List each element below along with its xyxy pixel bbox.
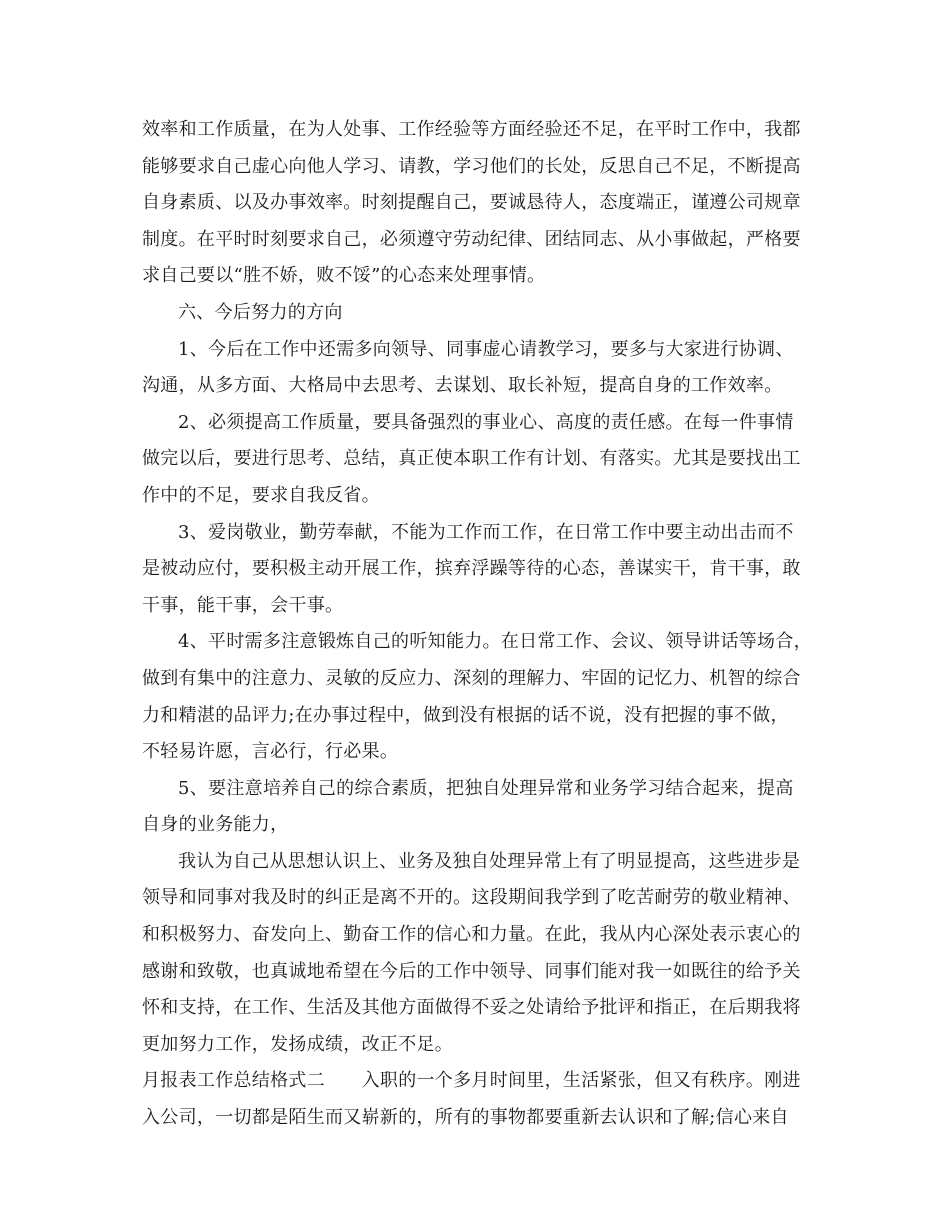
text-line: 2、必须提高工作质量，要具备强烈的事业心、高度的责任感。在每一件事情 bbox=[178, 411, 794, 433]
text-line: 自身素质、以及办事效率。时刻提醒自己，要诚恳待人，态度端正，谨遵公司规章 bbox=[142, 192, 801, 214]
text-line: 和积极努力、奋发向上、勤奋工作的信心和力量。在此，我从内心深处表示衷心的 bbox=[142, 924, 801, 946]
text-line: 作中的不足，要求自我反省。 bbox=[142, 484, 380, 506]
document-body bbox=[142, 112, 832, 1137]
text-line: 干事，能干事，会干事。 bbox=[142, 594, 344, 616]
text-line: 力和精湛的品评力;在办事过程中，做到没有根据的话不说，没有把握的事不做， bbox=[142, 704, 789, 726]
text-line: 领导和同事对我及时的纠正是离不开的。这段期间我学到了吃苦耐劳的敬业精神、 bbox=[142, 887, 801, 909]
text-line: 5、要注意培养自己的综合素质，把独自处理异常和业务学习结合起来，提高 bbox=[178, 777, 794, 799]
text-line: 月报表工作总结格式二 入职的一个多月时间里，生活紧张，但又有秩序。刚进 bbox=[142, 1070, 801, 1092]
text-line: 自身的业务能力， bbox=[142, 814, 289, 836]
text-line: 制度。在平时时刻要求自己，必须遵守劳动纪律、团结同志、从小事做起，严格要 bbox=[142, 228, 801, 250]
text-line: 4、平时需多注意锻炼自己的听知能力。在日常工作、会议、领导讲话等场合， bbox=[178, 631, 812, 653]
text-line: 做完以后，要进行思考、总结，真正使本职工作有计划、有落实。尤其是要找出工 bbox=[142, 448, 801, 470]
text-line: 感谢和致敬，也真诚地希望在今后的工作中领导、同事们能对我一如既往的给予关 bbox=[142, 960, 801, 982]
text-line: 入公司，一切都是陌生而又崭新的，所有的事物都要重新去认识和了解;信心来自 bbox=[142, 1107, 789, 1129]
text-line: 我认为自己从思想认识上、业务及独自处理异常上有了明显提高，这些进步是 bbox=[178, 850, 801, 872]
text-line: 效率和工作质量，在为人处事、工作经验等方面经验还不足，在平时工作中，我都 bbox=[142, 119, 801, 140]
text-line: 做到有集中的注意力、灵敏的反应力、深刻的理解力、牢固的记忆力、机智的综合 bbox=[142, 667, 801, 689]
text-line: 能够要求自己虚心向他人学习、请教，学习他们的长处，反思自己不足，不断提高 bbox=[142, 155, 801, 177]
text-line: 是被动应付，要积极主动开展工作，摈弃浮躁等待的心态，善谋实干，肯干事，敢 bbox=[142, 558, 801, 580]
text-line: 不轻易许愿，言必行，行必果。 bbox=[142, 741, 399, 763]
text-line: 1、今后在工作中还需多向领导、同事虚心请教学习，要多与大家进行协调、 bbox=[178, 338, 794, 360]
text-line: 怀和支持，在工作、生活及其他方面做得不妥之处请给予批评和指正，在后期我将 bbox=[142, 997, 801, 1019]
text-line: 更加努力工作，发扬成绩，改正不足。 bbox=[142, 1033, 454, 1055]
text-line: 求自己要以“胜不娇，败不馁”的心态来处理事情。 bbox=[142, 265, 546, 287]
text-line: 3、爱岗敬业，勤劳奉献，不能为工作而工作，在日常工作中要主动出击而不 bbox=[178, 521, 794, 543]
text-line: 沟通，从多方面、大格局中去思考、去谋划、取长补短，提高自身的工作效率。 bbox=[142, 375, 783, 397]
text-line: 六、今后努力的方向 bbox=[178, 301, 343, 323]
